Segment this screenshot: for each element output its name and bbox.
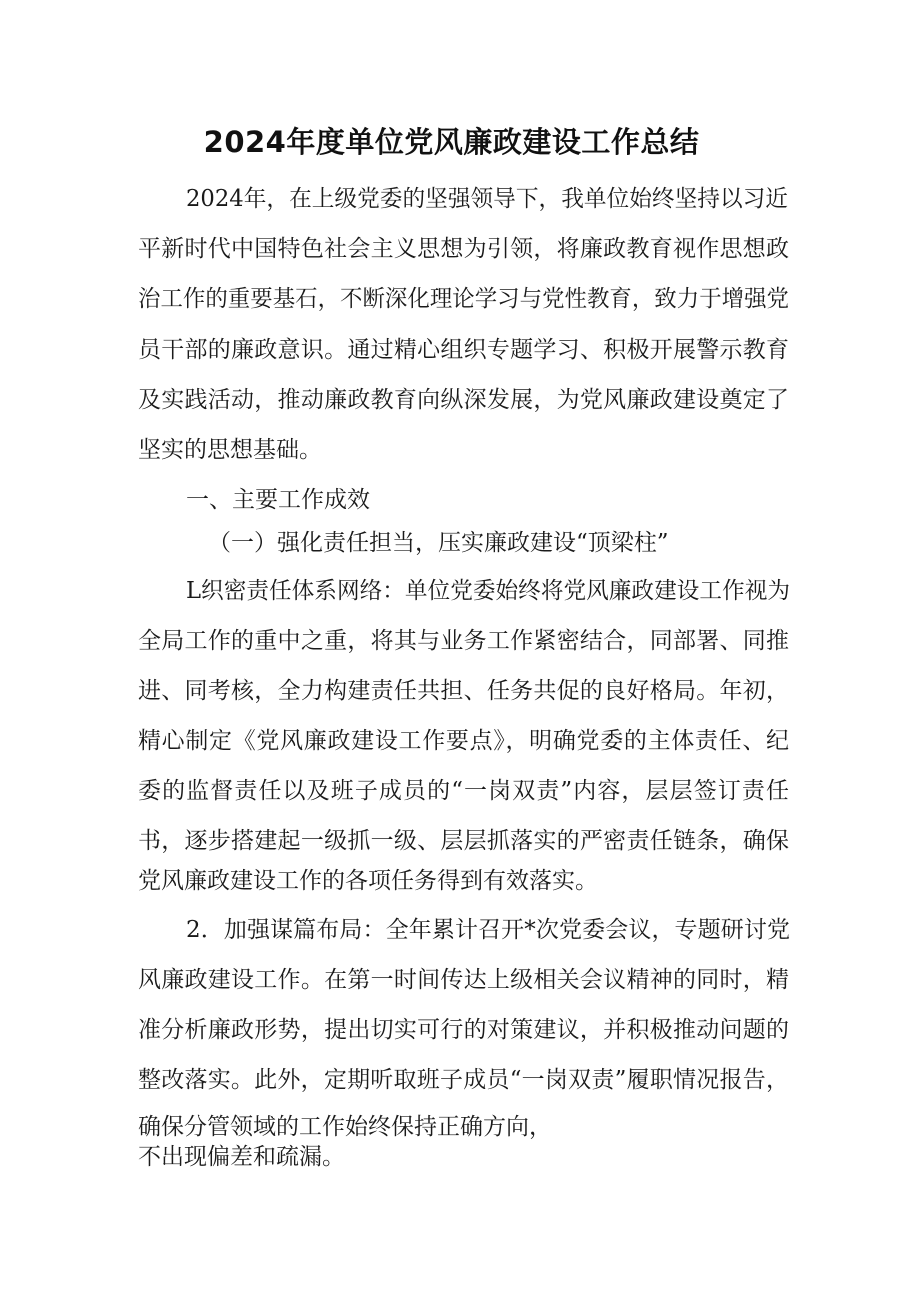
item2-line-1: 2．加强谋篇布局：全年累计召开*次党委会议，专题研讨党 [186,917,791,943]
item2-line-4: 整改落实。此外，定期听取班子成员“一岗双责”履职情况报告， [138,1067,790,1093]
item2-line-3: 准分析廉政形势，提出切实可行的对策建议，并积极推动问题的 [138,1017,790,1043]
intro-line-2: 平新时代中国特色社会主义思想为引领，将廉政教育视作思想政 [138,236,790,262]
subsection-heading: （一）强化责任担当，压实廉政建设“顶梁柱” [208,530,669,556]
intro-line-1: 2024年，在上级党委的坚强领导下，我单位始终坚持以习近 [186,186,788,212]
intro-line-3: 治工作的重要基石，不断深化理论学习与党性教育，致力于增强党 [138,286,789,312]
intro-line-6: 坚实的思想基础。 [138,437,322,463]
item1-line-5: 委的监督责任以及班子成员的“一岗双责”内容，层层签订责任 [138,778,791,804]
item2-line-5: 确保分管领域的工作始终保持正确方向， [138,1114,552,1140]
document-title: 2024年度单位党风廉政建设工作总结 [203,125,700,159]
item1-line-1: L织密责任体系网络：单位党委始终将党风廉政建设工作视为 [186,578,790,604]
intro-line-5: 及实践活动，推动廉政教育向纵深发展，为党风廉政建设奠定了 [138,387,790,413]
item1-line-3: 进、同考核，全力构建责任共担、任务共促的良好格局。年初， [138,678,790,704]
item2-line-2: 风廉政建设工作。在第一时间传达上级相关会议精神的同时，精 [138,967,790,993]
item1-line-4: 精心制定《党风廉政建设工作要点》，明确党委的主体责任、纪 [138,728,790,754]
item1-line-2: 全局工作的重中之重，将其与业务工作紧密结合，同部署、同推 [138,628,790,654]
item2-line-6: 不出现偏差和疏漏。 [138,1144,345,1170]
item1-line-7: 党风廉政建设工作的各项任务得到有效落实。 [138,868,598,894]
item1-line-6: 书，逐步搭建起一级抓一级、层层抓落实的严密责任链条，确保 [138,828,790,854]
section-heading: 一、主要工作成效 [186,487,370,513]
intro-line-4: 员干部的廉政意识。通过精心组织专题学习、积极开展警示教育 [138,337,790,363]
